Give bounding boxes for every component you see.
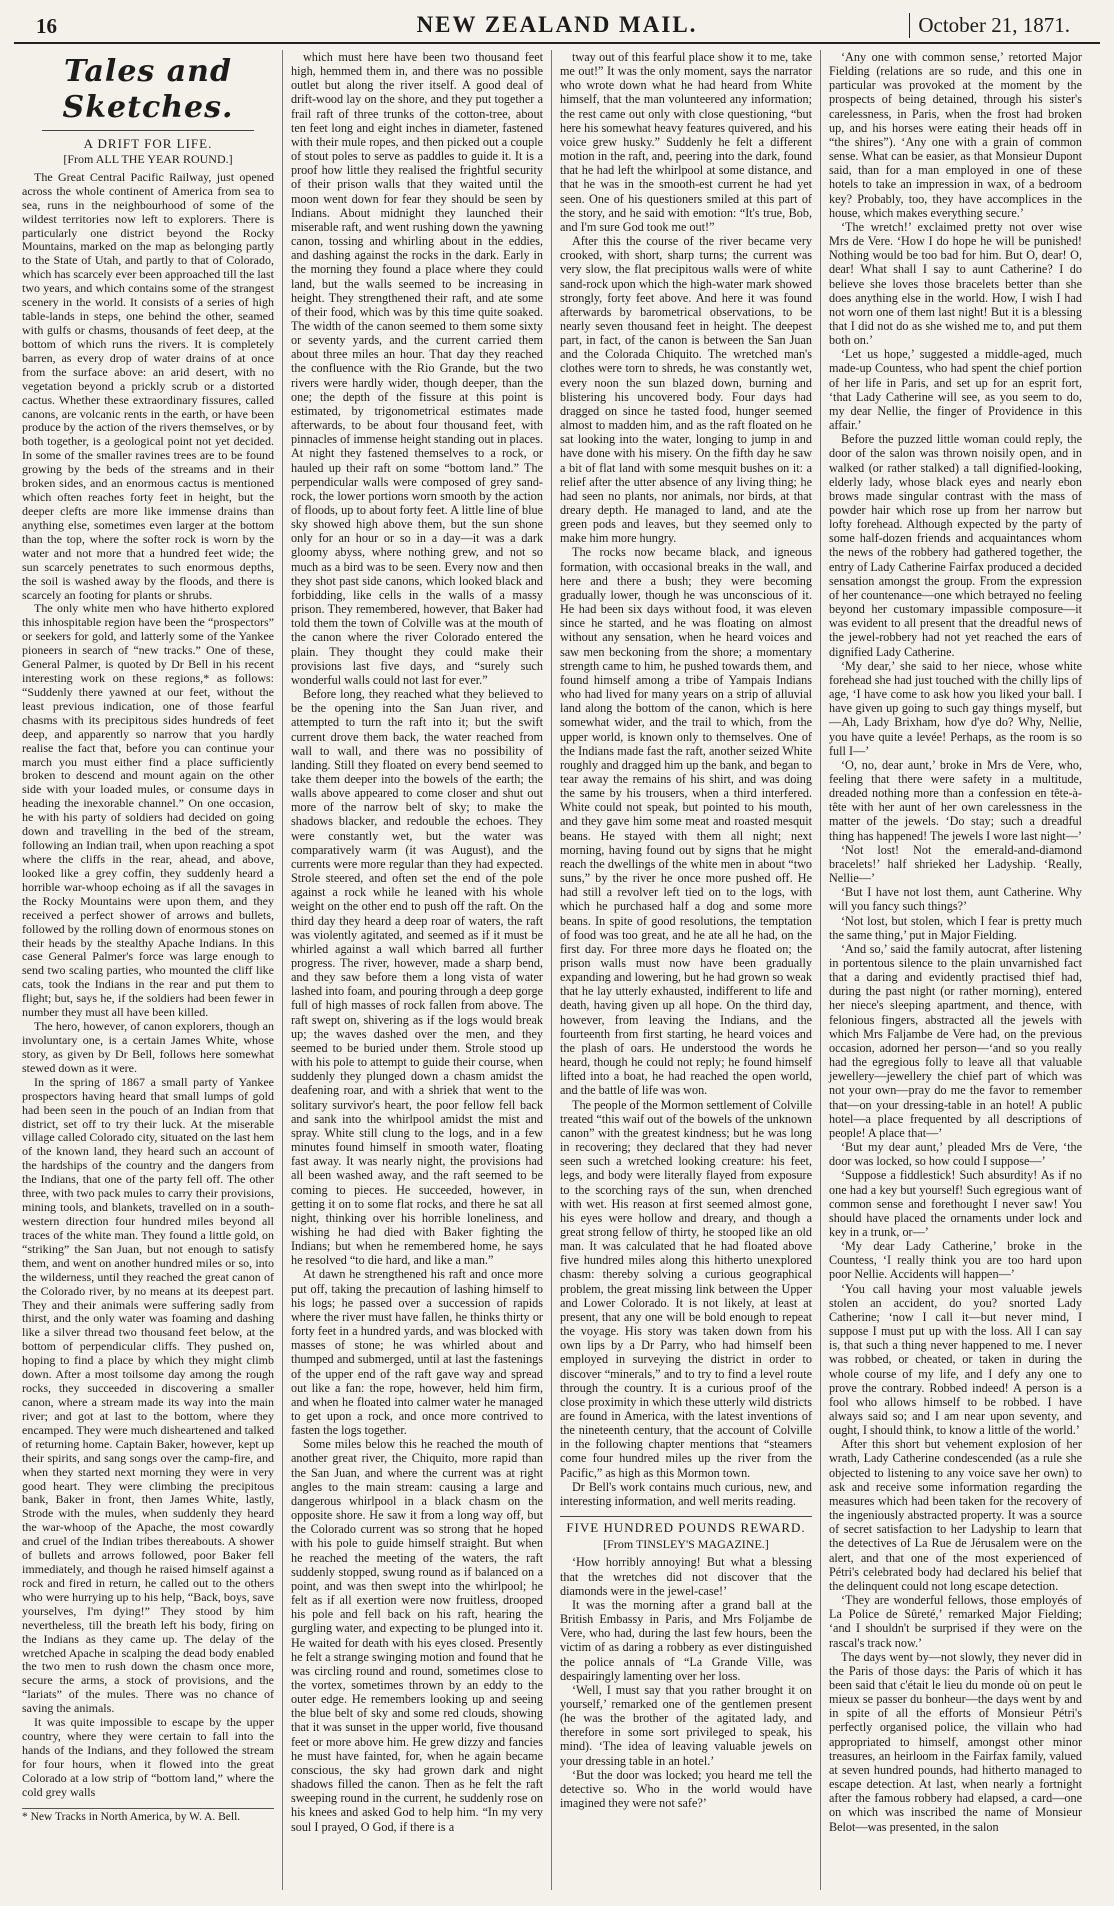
column-2 [283,50,552,1890]
story-body [560,1555,812,1810]
paragraph: It was the morning after a grand ball at the British Embassy in Paris, and Mrs Foljambe de Vere, who had, during the last few hours, been the victim of as daring a robbery as ever distinguished the police annals of “La Grande Ville, was despairingly lamenting over her loss. [560,1597,812,1683]
paragraph: ‘And so,’ said the family autocrat, after listening in portentous silence to the plain unvarnished fact that a daring and evidently practised thief had, during the past night (or rather morning), entered her niece's sleeping apartment, and thence, with felonious fingers, abstracted all the jewels with which Mrs Faljambe de Vere had, on the previous occasion, adorned her person—‘and so you really had the egregious folly to leave all that valuable jewellery—jewellery the chief part of which was not your own—pray do me the favor to remember that—on your dressing-table in an hotel! A public hotel—a place frequented by all descriptions of people! A place that—’ [829,941,1082,1140]
paragraph: The rocks now became black, and igneous formation, with occasional breaks in the wall, and here and there a bush; they were becoming gradually lower, though he was unconscious of it. He had been six days without food, it was eleven since he started, and he was floating on almost without any sensation, when he heard voices and saw men beckoning from the shore; a momentary strength came to him, he pushed towards them, and found himself among a tribe of Yampais Indians who had lived for many years on a strip of alluvial land along the bottom of the canon, which is here somewhat wider, and the trail to which, from the upper world, is known only to themselves. One of the Indians made fast the raft, another seized White roughly and dragged him up the bank, and began to tear away the remains of his shirt, and was doing the same by his trousers, when a third interfered. White could not speak, but pointed to his mouth, and they gave him some meat and roasted mesquit beans. He stayed with them all night; next morning, having found out by signs that he might reach the dwellings of the white men in about “two suns,” by the river he once more pushed off. He had still a revolver left tied on to the logs, with which he purchased half a dog and some more beans. In spite of good resolutions, the temptation of food was too great, and he ate all he had, on the first day. For three more days he floated on; the prison walls must now have been gradually expanding and lowering, but he had grown so weak that he lay utterly exhausted, indifferent to life and death, having given up all hope. On the third day, however, from leaving the Indians, and the fourteenth from first starting, he heard voices and the plash of oars. He understood the words he heard, though he could not reply; he found himself lifted into a boat, he had reached the open world, and the battle of life was won. [560,545,812,1098]
paragraph: ‘My dear,’ she said to her niece, whose white forehead she had just touched with the chilly lips of age, ‘I have come to ask how you liked your ball. I have given up going to such gay things myself, but—Ah, Lady Brixham, how d'ye do? Why, Nellie, you have quite a levée! Perhaps, as the room is so full I—’ [829,658,1082,758]
story-body [291,50,543,1834]
section-rule [42,130,254,131]
paragraph: Before long, they reached what they believed to be the opening into the San Juan river, and attempted to turn the raft into it; but the swift current drove them back, the water reached from wall to wall, and there was no possibility of landing. Still they floated on every bend seemed to take them deeper into the bowels of the earth; the walls above appeared to come closer and shut out more of the narrow belt of sky; to make the shadows blacker, and redouble the echoes. They were constantly wet, but the water was comparatively warm (it was August), and the currents were more regular than they had expected. Strole steered, and often set the end of the pole against a rock while he leaned with his whole weight on the other end to push off the raft. On the third day they heard a deep roar of waters, the raft was violently agitated, and seemed as if it must be whirled against a wall which barred all further progress. The river, however, made a sharp bend, and they saw before them a long vista of water lashed into foam, and pouring through a deep gorge full of high masses of rock fallen from above. The raft swept on, shivering as if the logs would break up; the waves dashed over the men, and they seemed to be buried under them. Strole stood up with his pole to attempt to guide their course, when suddenly they plunged down a chasm amidst the deafening roar, and with a shriek that went to the solitary survivor's heart, the poor fellow fell back and sank into the whirlpool amidst the mist and spray. White still clung to the logs, and in a few minutes found himself in smooth water, floating fast away. It was nearly night, the provisions had all been washed away, and the raft seemed to be coming to pieces. He succeeded, however, in getting it on to some flat rocks, and there he sat all night, thinking over his horrible loneliness, and wishing he had died with Baker fighting the Indians; but when he remembered home, he says he resolved “to die hard, and like a man.” [291,687,543,1268]
paragraph: The hero, however, of canon explorers, though an involuntary one, is a certain James White, whose story, as given by Dr Bell, follows here somewhat stewed down as it were. [22,1019,274,1075]
paragraph: Some miles below this he reached the mouth of another great river, the Chiquito, more rapid than the San Juan, and where the current was at right angles to the main stream: causing a large and dangerous whirlpool in a black chasm on the opposite shore. He saw it from a long way off, but the Colorado current was so strong that he hoped with his pole to guide himself straight. But when he reached the meeting of the waters, the raft suddenly stopped, swung round as if balanced on a point, and was then swept into the whirlpool; he felt as if all exertion were now fruitless, drooped his pole and fell back on his raft, hearing the gurgling water, and expecting to be plunged into it. He waited for death with his eyes closed. Presently he felt a strange swinging motion and found that he was circling round and round, sometimes close to the vortex, sometimes thrown by an eddy to the outer edge. He remembers looking up and seeing the blue belt of sky and some red clouds, showing that it was sunset in the upper world, five thousand feet or more above him. He grew dizzy and fancies he must have fainted, for, when he again became conscious, the sky had grown dark and night shadows filled the canon. Then as he felt the raft sweeping round in the current, he suddenly rose on his knees and asked God to help him. “In my very soul I prayed, O God, if there is a [291,1437,543,1834]
paragraph: ‘Not lost, but stolen, which I fear is pretty much the same thing,’ put in Major Fielding. [829,913,1082,942]
paragraph: Dr Bell's work contains much curious, new, and interesting information, and well merits reading. [560,1479,812,1508]
paragraph: ‘Let us hope,’ suggested a middle-aged, much made-up Countess, who had spent the chief portion of her life in Paris, and set up for an esprit fort, ‘that Lady Catherine will see, as you seem to do, my dear Nellie, the finger of Providence in this affair.’ [829,347,1082,433]
paragraph: ‘The wretch!’ exclaimed pretty not over wise Mrs de Vere. ‘How I do hope he will be punished! Nothing would be too bad for him. But O, dear! O, dear! What shall I say to aunt Catherine? I do believe she loves those bracelets better than she does anything else in the world. How, I wish I had not worn one of them last night! But it is a blessing that I did not do as she wished me to, and put them both on.’ [829,219,1082,348]
story-source: [From TINSLEY'S MAGAZINE.] [603,1537,769,1552]
paragraph: ‘How horribly annoying! But what a blessing that the wretches did not discover that the diamonds were in the jewel-case!’ [560,1555,812,1598]
section-title: Tales and Sketches. [62,54,234,125]
story-body [22,171,274,1800]
paragraph: At dawn he strengthened his raft and once more put off, taking the precaution of lashing himself to his logs; he passed over a succession of rapids where the river must have fallen, he thinks thirty or forty feet in a hundred yards, and was blocked with masses of stone; he was whirled about and thumped and submerged, until at last the fastenings of the upper end of the raft gave way and spread out like a fan: the rope, however, held him firm, and when he floated into calmer water he managed to get upon a rock, and once more contrived to fasten the logs together. [291,1267,543,1438]
column-3 [552,50,821,1890]
column-1 [14,50,283,1890]
story-source: [From ALL THE YEAR ROUND.] [63,151,233,166]
paragraph: The only white men who have hitherto explored this inhospitable region have been the “prospectors” or seekers for gold, and latterly some of the Yankee pioneers in search of “new tracks.” One of these, General Palmer, is quoted by Dr Bell in his recent interesting work on these regions,* as follows: “Suddenly there yawned at our feet, without the least previous indication, one of those fearful chasms with its precipitous sides hundreds of feet deep, and apparently so narrow that you hardly realise the fact that, before you can continue your march you must either find a place sufficiently broken to descend and mount again on the other side with your loaded mules, or consume days in heading the inexorable channel.” On one occasion, he with his party of soldiers had decided on going down and travelling in the bed of the stream, following an Indian trail, when upon reaching a spot where the cliffs in the rear, ahead, and above, looked like a grey coffin, they suddenly heard a horrible war-whoop echoing as if all the savages in the Rocky Mountains were upon them, and they received a perfect shower of arrows and bullets, followed by the rolling down of enormous stones on their heads by the stealthy Apache Indians. In this case General Palmer's force was large enough to send two scaling parties, who mounted the cliff like cats, took the Indians in the rear and put them to flight; but, says he, if the soldiers had been fewer in number they must all have been killed. [22,601,274,1020]
paragraph: ‘Not lost! Not the emerald-and-diamond bracelets!’ half shrieked her Ladyship. ‘Really, Nellie—’ [829,842,1082,886]
paragraph: The Great Central Pacific Railway, just opened across the whole continent of America from sea to sea, runs in the neighbourhood of some of the wildest territories now left to explorers. There is particularly one district beyond the Rocky Mountains, marked on the map as belonging partly to the State of Utah, and partly to that of Colorado, which has scarcely ever been approached till the last two years, and which contains some of the strangest scenery in the world. It consists of a series of high table-lands in steps, one behind the other, seamed with gulfs or chasms, thousands of feet deep, at the bottom of which runs the rivers. It is completely barren, as every drop of water drains of at once from the surface above: an arid desert, with no vegetation beyond a prickly scrub or a distorted cactus. Whether these extraordinary fissures, called canons, are volcanic rents in the earth, or have been produce by the action of the rivers themselves, or by both together, is a geological point not yet decided. In some of the smaller ravines trees are to be found growing by the beds of the streams and in their broken sides, and an enormous cactus is mentioned which often reaches forty feet in height, but the deeper clefts are more like immense drains than anything else, sometimes even larger at the bottom than the top, where the softer rock is worn by the water and not more that a hundred feet wide; the sun scarcely penetrates to such enormous depths, the soil is washed away by the floods, and there is scarcely an footing for plants or shrubs. [22,169,274,602]
paper-name: NEW ZEALAND MAIL. [416,12,698,37]
story-body [829,50,1082,1834]
page-number: 16 [36,14,57,38]
paragraph: ‘But I have not lost them, aunt Catherine. Why will you fancy such things?’ [829,885,1082,914]
paragraph: After this short but vehement explosion of her wrath, Lady Catherine condescended (as a rule she objected to listening to any voice save her own) to ask and receive some information regarding the measures which had been taken for the recovery of the ingeniously abstracted property. It was a source of secret satisfaction to her Ladyship to learn that the detectives of La Rue de Jérusalem were on the alert, and that one of the most experienced of Pétri's celebrated body had declared his belief that the delinquent could not long escape detection. [829,1437,1082,1593]
paragraph: ‘Well, I must say that you rather brought it on yourself,’ remarked one of the gentlemen present (he was the brother of the agitated lady, and therefore in some sort privileged to speak, his mind). ‘The idea of leaving valuable jewels on your dressing table in an hotel.’ [560,1682,812,1768]
story-headline: FIVE HUNDRED POUNDS REWARD. [566,1520,806,1536]
paragraph: tway out of this fearful place show it to me, take me out!” It was the only moment, says the narrator who wrote down what he had heard from White himself, that the man volunteered any information; the rest came out only with close questioning, “but here his somewhat heavy features quivered, and his voice grew husky.” Suddenly he felt a different motion in the raft, and, peering into the dark, found that he had left the whirlpool at some distance, and that he was in the smooth-est current he had yet seen. One of his questioners smiled at this part of the story, and he said with emotion: “It's true, Bob, and I'm sure God took me out!” [560,50,812,234]
article-columns [14,50,1100,1890]
paragraph: It was quite impossible to escape by the upper country, where they were certain to fall into the hands of the Indians, and they followed the stream for four hours, when it flowed into the great Colorado at a low strip of “bottom land,” where the cold grey walls [22,1715,274,1799]
paragraph: ‘But my dear aunt,’ pleaded Mrs de Vere, ‘the door was locked, so how could I suppose—’ [829,1140,1082,1169]
paragraph: ‘Any one with common sense,’ retorted Major Fielding (relations are so rude, and this one in particular was provoked at the moment by the prospects of being detained, through his sister's carelessness, in Paris, when the frost had broken up, and his horses were eating their heads off in “the shires”). ‘Any one with a grain of common sense. What can be easier, as that Monsieur Dupont said, than for a man employed in one of these hotels to take an impression in wax, of a bedroom key? Probably, too, they have accomplices in the house, which makes everything secure.’ [829,50,1082,220]
story-body [560,50,812,1508]
paragraph: which must here have been two thousand feet high, hemmed them in, and there was no possible outlet but along the river itself. A good deal of drift-wood lay on the shore, and they put together a frail raft of three trunks of the cotton-tree, about ten feet long and eight inches in diameter, fastened with their mule ropes, and then picked out a couple of stout poles to serve as paddles to guide it. It is a proof how little they realised the frightful security of their prison walls that they waited until the moon went down for fear they should be seen by Indians. About midnight they launched their miserable raft, and went rushing down the yawning canon, tossing and whirling about in the eddies, and dashing against the rocks in the dark. Early in the morning they found a place where they could land, but the walls seemed to be increasing in height. They strengthened their raft, and ate some of their food, which was by this time quite soaked. The width of the canon seemed to them some sixty or seventy yards, and the current carried them about three miles an hour. That day they reached the confluence with the Rio Grande, but the two rivers were hardly wider, though deeper, than the one; the depth of the fissure at this point is estimated, by trigonometrical estimates made afterwards, to be about four thousand feet, with pinnacles of immense height standing out in places. At night they fastened themselves to a rock, or hauled up their raft on some “bottom land.” The perpendicular walls were composed of grey sand-rock, the lower portions worn smooth by the action of floods, up to about forty feet. A little line of blue sky showed high above them, but the sun shone only for an hour or so in a day—it was a dark gloomy abyss, where nothing grew, and not so much as a bird was to be seen. Every now and then they shot past side canons, which looked black and forbidding, like cells in the walls of a massy prison. They remembered, however, that Baker had told them the town of Colville was at the mouth of the canon where the river Colorado entered the plain. They thought they could make their provisions last five days, and “surely such wonderful walls could not last for ever.” [291,50,543,687]
paragraph: The people of the Mormon settlement of Colville treated “this waif out of the bowels of the unknown canon” with the greatest kindness; but he was long in recovering; they declared that they had never seen such a wretched looking creature: his feet, legs, and body were literally flayed from exposure to the scorching rays of the sun, when drenched with wet. His reason at first seemed almost gone, his eyes were hollow and dreary, and though a great strong fellow of thirty, he stooped like an old man. It was calculated that he had floated above five hundred miles along this hitherto unexplored chasm: thereby solving a curious geographical problem, the great missing link between the Upper and Lower Colorado. It is not likely, at least at present, that any one will be bold enough to repeat the voyage. His story was taken down from his own lips by a Dr Parry, who had himself been employed in surveying the district in order to discover “minerals,” and to try to find a level route through the country. It is a curious proof of the close proximity in which these utterly wild districts are found in America, with the latest inventions of the nineteenth century, that the account of Colville in the following chapter mentions that “steamers come four hundred miles up the river from the Pacific,” as high as this Mormon town. [560,1097,812,1480]
paragraph: ‘Suppose a fiddlestick! Such absurdity! As if no one had a key but yourself! Such egregious want of common sense and forethought I never saw! You should have placed the ornaments under lock and key in a trunk, or—’ [829,1168,1082,1239]
issue-date: October 21, 1871. [909,13,1070,38]
column-4 [821,50,1090,1890]
paragraph: ‘But the door was locked; you heard me tell the detective so. Who in the world would have imagined they were not safe?’ [560,1767,812,1811]
paragraph: ‘You call having your most valuable jewels stolen an accident, do you? snorted Lady Catherine; ‘now I call it—but never mind, I suppose I must put up with the loss. All I can say is, that such a thing never happened to me. I never was robbed, or cheated, or taken in during the whole course of my life, and I defy any one to prove the contrary. Robbed indeed! A person is a fool who allows himself to be robbed. I have always said so; and I am near upon seventy, and ought, I should think, to know a little of the world.’ [829,1281,1082,1438]
story-divider [560,1516,812,1517]
story-headline: A DRIFT FOR LIFE. [83,136,213,151]
masthead [14,8,1100,44]
paragraph: The days went by—not slowly, they never did in the Paris of those days: the Paris of which it has been said that c'était le lieu du monde où on peut le mieux se passer du bonheur—the days went by and in spite of all the efforts of Monsieur Pétri's perfectly organised police, the villain who had appropriated to himself, amongst other minor treasures, an heirloom in the Fairfax family, valued at seven hundred pounds, had hitherto managed to escape detection. At last, when nearly a fortnight after the famous robbery had elapsed, a card—one on which was inscribed the name of Monsieur Belot—was presented, in the salon [829,1649,1082,1834]
paragraph: Before the puzzed little woman could reply, the door of the salon was thrown noisily open, and in walked (or rather stalked) a tall dignified-looking, elderly lady, whose black eyes and nearly ebon brows made singular contrast with the mass of powder hair which rose up from her narrow but lofty forehead. Although expected by the party of some half-dozen friends and acquaintances whom the news of the robbery had gathered together, the entry of Lady Catherine Fairfax produced a decided sensation amongst the group. From the expression of her countenance—one which betrayed no feeling beyond her customary impassible composure—it was evident to all present that the dreadful news of the jewel-robbery had not yet reached the ears of dignified Lady Catherine. [829,432,1082,659]
footnote: * New Tracks in North America, by W. A. Bell. [22,1808,274,1824]
paragraph: After this the course of the river became very crooked, with short, sharp turns; the current was very slow, the flat precipitous walls were of white sand-rock upon which the high-water mark showed strongly, forty feet above. And here it was found afterwards by barometrical observations, to be nearly seven thousand feet in height. The deepest part, in fact, of the canon is between the San Juan and the Colorada Chiquito. The wretched man's clothes were torn to shreds, he was constantly wet, every noon the sun blazed down, burning and blistering his uncovered body. Four days had dragged on since he tasted food, hunger seemed almost to madden him, and as the raft floated on he sat looking into the water, longing to jump in and have done with his misery. On the fifth day he saw a bit of flat land with some mesquit bushes on it: a relief after the utter absence of any living thing; he had seen no plants, nor animals, nor birds, at that dreary depth. He managed to land, and ate the green pods and leaves, but they seemed only to make him more hungry. [560,234,812,546]
paragraph: In the spring of 1867 a small party of Yankee prospectors having heard that small lumps of gold had been seen in the pouch of an Indian from that district, set off to try their luck. At the miserable village called Colorado city, situated on the last hem of the known land, they heard such an account of the hardships of the country and the dangers from the Indians, that one of the party fell off. The other three, with two pack mules to carry their provisions, mining tools, and blankets, travelled on in a south-western direction four hundred miles beyond all traces of the white man. They found a little gold, on “striking” the San Juan, but not enough to satisfy them, and went on another hundred miles or so, into the wilderness, until they reached the great canon of the Colorado river, by no means at its deepest part. They and their animals were suffering sadly from thirst, and the only water was foaming and dashing like a silver thread two thousand feet below, at the bottom of perpendicular cliffs. They pushed on, hoping to find a place by which they might climb down. After a most toilsome day among the rough rocks, they succeeded in discovering a smaller canon, where a stream made its way into the main river; and got at last to the bottom, where they encamped. They were much disheartened and talked of returning home. Captain Baker, however, kept up their spirits, and sang songs over the camp-fire, and when they started next morning they were in very good heart. They were climbing the precipitous bank, Baker in front, then James White, lastly, Strode with the mules, when suddenly they heard the war-whoop of the Apache, the most cowardly and cruel of the Indian tribes thereabouts. A shower of bullets and arrows followed, poor Baker fell immediately, and though he raised himself against a rock and fired in return, he called out to the others who were hurrying up to his help, “Back, boys, save yourselves, I'm dying!” They stood by him nevertheless, till the breath left his body, firing on the Indians as they came up. The delay of the wretched Apache in scalping the dead body enabled the two men to rush down the chasm once more, secure the arms, a stock of provisions, and the “lariats” of the mules. There was no chance of saving the animals. [22,1074,274,1716]
paragraph: ‘They are wonderful fellows, those employés of La Police de Sûreté,’ remarked Major Fielding; ‘and I shouldn't be surprised if they were on the rascal's track now.’ [829,1593,1082,1650]
paragraph: ‘O, no, dear aunt,’ broke in Mrs de Vere, who, feeling that there were safety in a multitude, dreaded nothing more than a confession en tête-à-tête with her aunt of her own carelessness in the matter of the jewels. ‘Do stay; such a dreadful thing has happened! The jewels I wore last night—’ [829,757,1082,843]
paragraph: ‘My dear Lady Catherine,’ broke in the Countess, ‘I really think you are too hard upon poor Nellie. Accidents will happen—’ [829,1239,1082,1282]
